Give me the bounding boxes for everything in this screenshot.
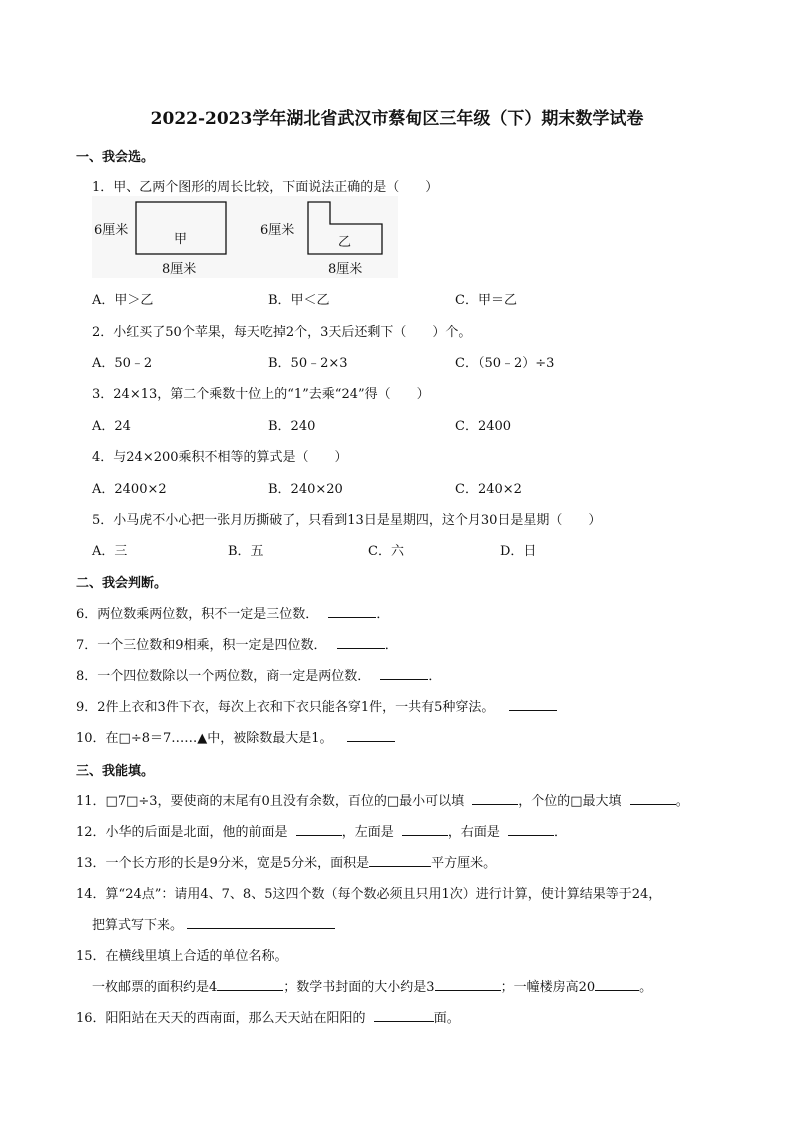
question-7 — [76, 634, 398, 653]
question-15-text-b: ；数学书封面的大小约是3 — [283, 980, 435, 995]
q5-option-c: C．六 — [368, 544, 404, 559]
answer-blank-q9[interactable] — [509, 698, 557, 711]
question-13-text-2: 平方厘米。 — [431, 856, 497, 871]
answer-blank-q10[interactable] — [347, 729, 395, 742]
answer-blank-q8[interactable] — [380, 667, 428, 680]
q2-option-c: C．（50﹣2）÷3 — [455, 356, 555, 371]
question-5-text: 5．小马虎不小心把一张月历撕破了，只看到13日是星期四，这个月30日是星期（ ） — [92, 513, 602, 528]
answer-blank-q16[interactable] — [374, 1009, 434, 1022]
q3-option-b: B．240 — [268, 419, 316, 434]
question-15-line-1: 15．在横线里填上合适的单位名称。 — [76, 949, 288, 964]
q4-option-a: A．2400×2 — [92, 482, 167, 497]
question-9-text: 9．2件上衣和3件下衣，每次上衣和下衣只能各穿1件，一共有5种穿法。 — [76, 700, 495, 715]
q1-option-c: C．甲＝乙 — [455, 293, 517, 308]
answer-blank-q6[interactable] — [328, 605, 376, 618]
question-6 — [76, 603, 389, 622]
q6-period: ． — [376, 607, 390, 622]
page-title: 2022-2023学年湖北省武汉市蔡甸区三年级（下）期末数学试卷 — [150, 109, 644, 129]
answer-blank-q15-building[interactable] — [595, 978, 639, 991]
question-14-line-2 — [92, 914, 335, 933]
answer-blank-q13[interactable] — [369, 854, 431, 867]
q4-option-b: B．240×20 — [268, 482, 343, 497]
question-11-text-3: 。 — [675, 794, 689, 809]
question-14-line-1: 14．算“24点”：请用4、7、8、5这四个数（每个数必须且只用1次）进行计算，使计算结果等于24， — [76, 887, 662, 902]
perimeter-figure — [92, 196, 398, 278]
figure-right-width-label: 8厘米 — [328, 262, 363, 277]
q5-option-b: B．五 — [228, 544, 264, 559]
answer-blank-q14[interactable] — [187, 916, 335, 929]
section-heading-1: 一、我会选。 — [76, 150, 155, 165]
q4-option-c: C．240×2 — [455, 482, 522, 497]
question-12 — [76, 821, 567, 840]
q5-option-a: A．三 — [92, 544, 128, 559]
figure-right-name-label: 乙 — [338, 235, 352, 250]
question-6-text: 6．两位数乘两位数，积不一定是三位数． — [76, 607, 319, 622]
question-16-text-2: 面。 — [433, 1011, 460, 1026]
section-heading-3: 三、我能填。 — [76, 764, 155, 779]
q5-option-d: D．日 — [500, 544, 537, 559]
question-4-text: 4．与24×200乘积不相等的算式是（ ） — [92, 450, 348, 465]
answer-blank-q12-front[interactable] — [296, 823, 342, 836]
section-heading-2: 二、我会判断。 — [76, 576, 168, 591]
question-13-text-1: 13．一个长方形的长是9分米，宽是5分米，面积是 — [76, 856, 370, 871]
question-11-text-1: 11．□7□÷3，要使商的末尾有0且没有余数，百位的□最小可以填 — [76, 794, 465, 809]
question-15-text-c: ；一幢楼房高20 — [500, 980, 596, 995]
question-15-text-a: 一枚邮票的面积约是4 — [92, 980, 218, 995]
figure-left-name-label: 甲 — [174, 232, 188, 247]
question-11 — [76, 790, 689, 809]
figure-left-width-label: 8厘米 — [162, 262, 197, 277]
answer-blank-q11-hundreds[interactable] — [472, 792, 518, 805]
question-10-text: 10．在□÷8＝7……▲中，被除数最大是1。 — [76, 731, 333, 746]
question-16-text-1: 16．阳阳站在天天的西南面，那么天天站在阳阳的 — [76, 1011, 366, 1026]
q2-option-a: A．50﹣2 — [92, 356, 153, 371]
question-12-text-2: ，左面是 — [341, 825, 394, 840]
answer-blank-q11-ones[interactable] — [630, 792, 676, 805]
q3-option-c: C．2400 — [455, 419, 512, 434]
question-12-text-1: 12．小华的后面是北面，他的前面是 — [76, 825, 288, 840]
answer-blank-q12-left[interactable] — [402, 823, 448, 836]
question-15-text-d: 。 — [639, 980, 653, 995]
question-9 — [76, 696, 557, 715]
answer-blank-q15-book[interactable] — [435, 978, 501, 991]
question-7-text: 7．一个三位数和9相乘，积一定是四位数． — [76, 638, 327, 653]
answer-blank-q7[interactable] — [337, 636, 385, 649]
answer-blank-q15-stamp[interactable] — [217, 978, 283, 991]
q1-option-a: A．甲＞乙 — [92, 293, 154, 308]
figure-left-height-label: 6厘米 — [94, 223, 129, 238]
question-13 — [76, 852, 496, 871]
question-11-text-2: ，个位的□最大填 — [518, 794, 622, 809]
question-3-text: 3．24×13，第二个乘数十位上的“1”去乘“24”得（ ） — [92, 387, 430, 402]
question-16 — [76, 1007, 460, 1026]
q1-option-b: B．甲＜乙 — [268, 293, 330, 308]
question-14-text-2: 把算式写下来。 — [92, 918, 184, 933]
question-15-line-2 — [92, 976, 652, 995]
q2-option-b: B．50﹣2×3 — [268, 356, 348, 371]
question-8-text: 8．一个四位数除以一个两位数，商一定是两位数． — [76, 669, 371, 684]
question-2-text: 2．小红买了50个苹果，每天吃掉2个，3天后还剩下（ ）个。 — [92, 325, 472, 340]
question-8 — [76, 665, 441, 684]
q8-period: ． — [428, 669, 442, 684]
question-12-text-3: ，右面是 — [447, 825, 500, 840]
answer-blank-q12-right[interactable] — [508, 823, 554, 836]
question-12-text-4: ． — [554, 825, 568, 840]
figure-right-height-label: 6厘米 — [260, 223, 295, 238]
q7-period: ． — [384, 638, 398, 653]
q3-option-a: A．24 — [92, 419, 131, 434]
question-1-text: 1．甲、乙两个图形的周长比较，下面说法正确的是（ ） — [92, 180, 439, 195]
question-10 — [76, 727, 395, 746]
